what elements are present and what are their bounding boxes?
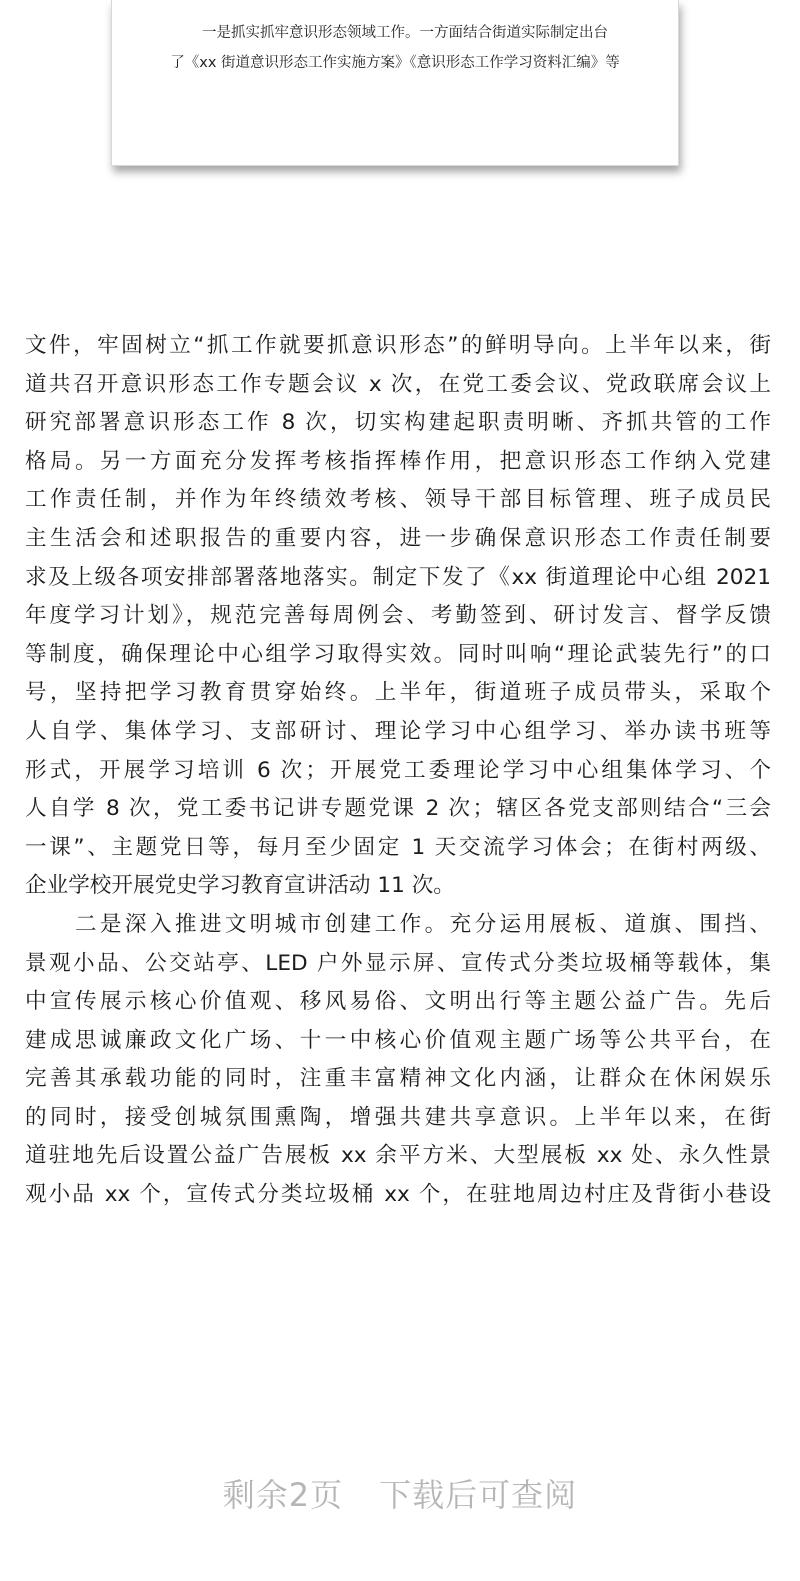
body-line: 人自学、集体学习、支部研讨、理论学习中心组学习、举办读书班等 <box>25 718 771 744</box>
body-line: 建成思诚廉政文化广场、十一中核心价值观主题广场等公共平台，在 <box>25 1027 771 1053</box>
body-line: 二是深入推进文明城市创建工作。充分运用展板、道旗、围挡、 <box>25 911 771 937</box>
body-line: 年度学习计划》，规范完善每周例会、考勤签到、研讨发言、督学反馈 <box>25 603 771 629</box>
download-prompt[interactable] <box>0 1470 800 1516</box>
body-line: 求及上级各项安排部署落地落实。制定下发了《xx 街道理论中心组 2021 <box>25 564 771 590</box>
card-text-line-1: 一是抓实抓牢意识形态领域工作。一方面结合街道实际制定出台 <box>202 25 608 41</box>
body-line: 企业学校开展党史学习教育宣讲活动 11 次。 <box>25 873 455 899</box>
body-line: 道驻地先后设置公益广告展板 xx 余平方米、大型展板 xx 处、永久性景 <box>25 1143 771 1169</box>
body-line: 景观小品、公交站亭、LED 户外显示屏、宣传式分类垃圾桶等载体，集 <box>25 950 771 976</box>
body-line: 研究部署意识形态工作 8 次，切实构建起职责明晰、齐抓共管的工作 <box>25 410 771 436</box>
document-body <box>25 327 771 1215</box>
download-to-view-text: 下载后可查阅 <box>379 1476 578 1514</box>
body-line: 形式，开展学习培训 6 次；开展党工委理论学习中心组集体学习、个 <box>25 757 771 783</box>
body-line: 一课”、主题党日等，每月至少固定 1 天交流学习体会；在街村两级、 <box>25 834 771 860</box>
body-line: 主生活会和述职报告的重要内容，进一步确保意识形态工作责任制要 <box>25 525 771 551</box>
body-line: 道共召开意识形态工作专题会议 x 次，在党工委会议、党政联席会议上 <box>25 371 771 397</box>
body-line: 号，坚持把学习教育贯穿始终。上半年，街道班子成员带头，采取个 <box>25 680 771 706</box>
page-preview-card <box>111 0 679 166</box>
body-line: 等制度，确保理论中心组学习取得实效。同时叫响“理论武装先行”的口 <box>25 641 771 667</box>
remaining-pages-text: 剩余2页 <box>222 1476 344 1514</box>
body-line: 的同时，接受创城氛围熏陶，增强共建共享意识。上半年以来，在街 <box>25 1104 771 1130</box>
body-line: 文件，牢固树立“抓工作就要抓意识形态”的鲜明导向。上半年以来，街 <box>25 333 771 358</box>
body-line: 完善其承载功能的同时，注重丰富精神文化内涵，让群众在休闲娱乐 <box>25 1066 771 1092</box>
body-line: 观小品 xx 个，宣传式分类垃圾桶 xx 个，在驻地周边村庄及背街小巷设 <box>25 1182 771 1208</box>
body-line: 人自学 8 次，党工委书记讲专题党课 2 次；辖区各党支部则结合“三会 <box>25 796 771 822</box>
card-text-line-2: 了《xx 街道意识形态工作实施方案》《意识形态工作学习资料汇编》等 <box>170 55 620 71</box>
body-line: 中宣传展示核心价值观、移风易俗、文明出行等主题公益广告。先后 <box>25 989 771 1015</box>
body-line: 工作责任制，并作为年终绩效考核、领导干部目标管理、班子成员民 <box>25 487 771 513</box>
body-line: 格局。另一方面充分发挥考核指挥棒作用，把意识形态工作纳入党建 <box>25 448 771 474</box>
